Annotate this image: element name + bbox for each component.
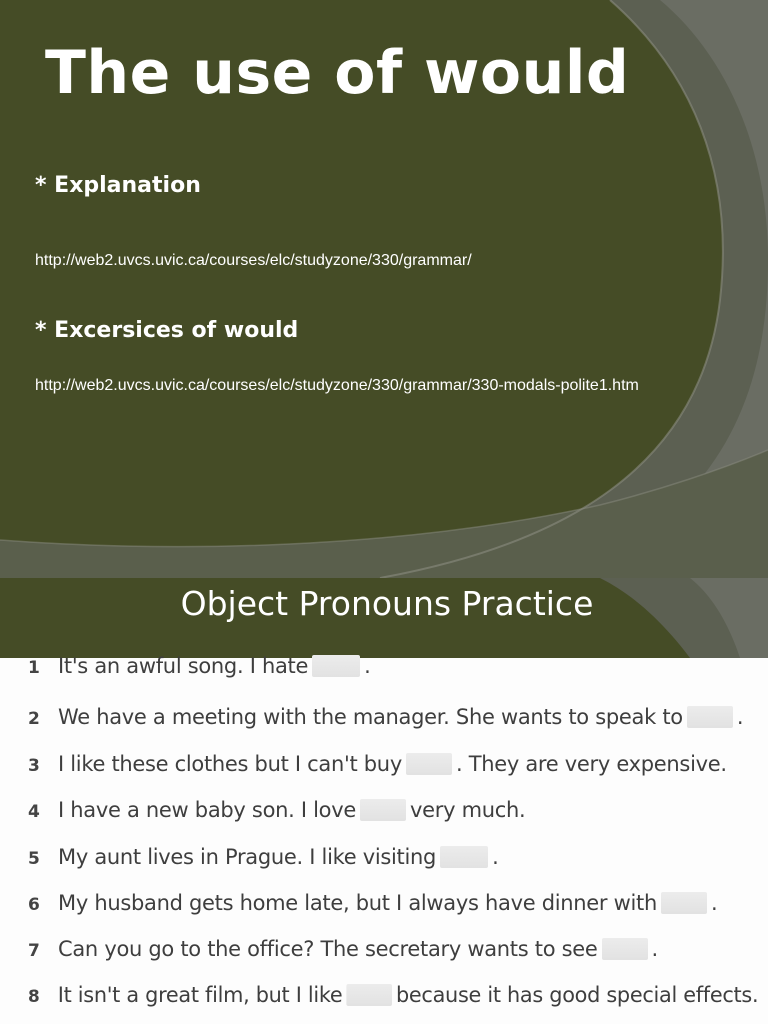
explanation-link[interactable]: http://web2.uvcs.uvic.ca/courses/elc/studyzone/330/grammar/ [35,252,472,269]
answer-blank [602,938,648,960]
item-number: 4 [28,802,40,822]
item-number: 8 [28,987,40,1007]
item-number: 2 [28,709,40,729]
slide-title: The use of would [45,38,630,108]
list-item [28,752,727,776]
item-text-after: . [651,937,658,961]
item-number: 7 [28,941,40,961]
item-number: 5 [28,849,40,869]
list-item [28,937,658,961]
item-text-after: very much. [409,798,526,822]
list-item [28,654,371,678]
item-text-before: It isn't a great film, but I like [57,983,343,1007]
exercises-link[interactable]: http://web2.uvcs.uvic.ca/courses/elc/studyzone/330/grammar/330-modals-polite1.htm [35,377,639,394]
item-text-before: I like these clothes but I can't buy [58,752,402,776]
item-text-after: . They are very expensive. [455,752,727,776]
item-text-before: My husband gets home late, but I always have dinner with [58,891,657,915]
item-text-before: It's an awful song. I hate [58,654,309,678]
list-item [28,983,758,1007]
explanation-heading: * Explanation [35,173,201,198]
slide-2-title: Object Pronouns Practice [180,584,594,623]
item-number: 3 [28,756,40,776]
answer-blank [661,892,707,914]
answer-blank [360,799,406,821]
item-text-before: I have a new baby son. I love [58,798,356,822]
list-item [28,845,498,869]
answer-blank [440,846,488,868]
item-text-after: . [711,891,718,915]
exercises-heading: * Excersices of would [35,318,299,343]
answer-blank [312,655,360,677]
answer-blank [406,753,452,775]
list-item [28,891,717,915]
item-text-before: Can you go to the office? The secretary wants to see [58,937,598,961]
item-number: 1 [28,658,40,678]
list-item [28,798,525,822]
answer-blank [346,984,392,1006]
item-number: 6 [28,895,40,915]
item-text-before: My aunt lives in Prague. I like visiting [58,845,437,869]
item-text-before: We have a meeting with the manager. She wants to speak to [58,705,683,729]
item-text-after: . [492,845,499,869]
item-text-after: . [364,654,371,678]
answer-blank [687,706,733,728]
list-item [28,705,743,729]
item-text-after: . [736,705,744,729]
item-text-after: because it has good special effects. [395,983,759,1007]
exercise-list [0,654,768,1024]
